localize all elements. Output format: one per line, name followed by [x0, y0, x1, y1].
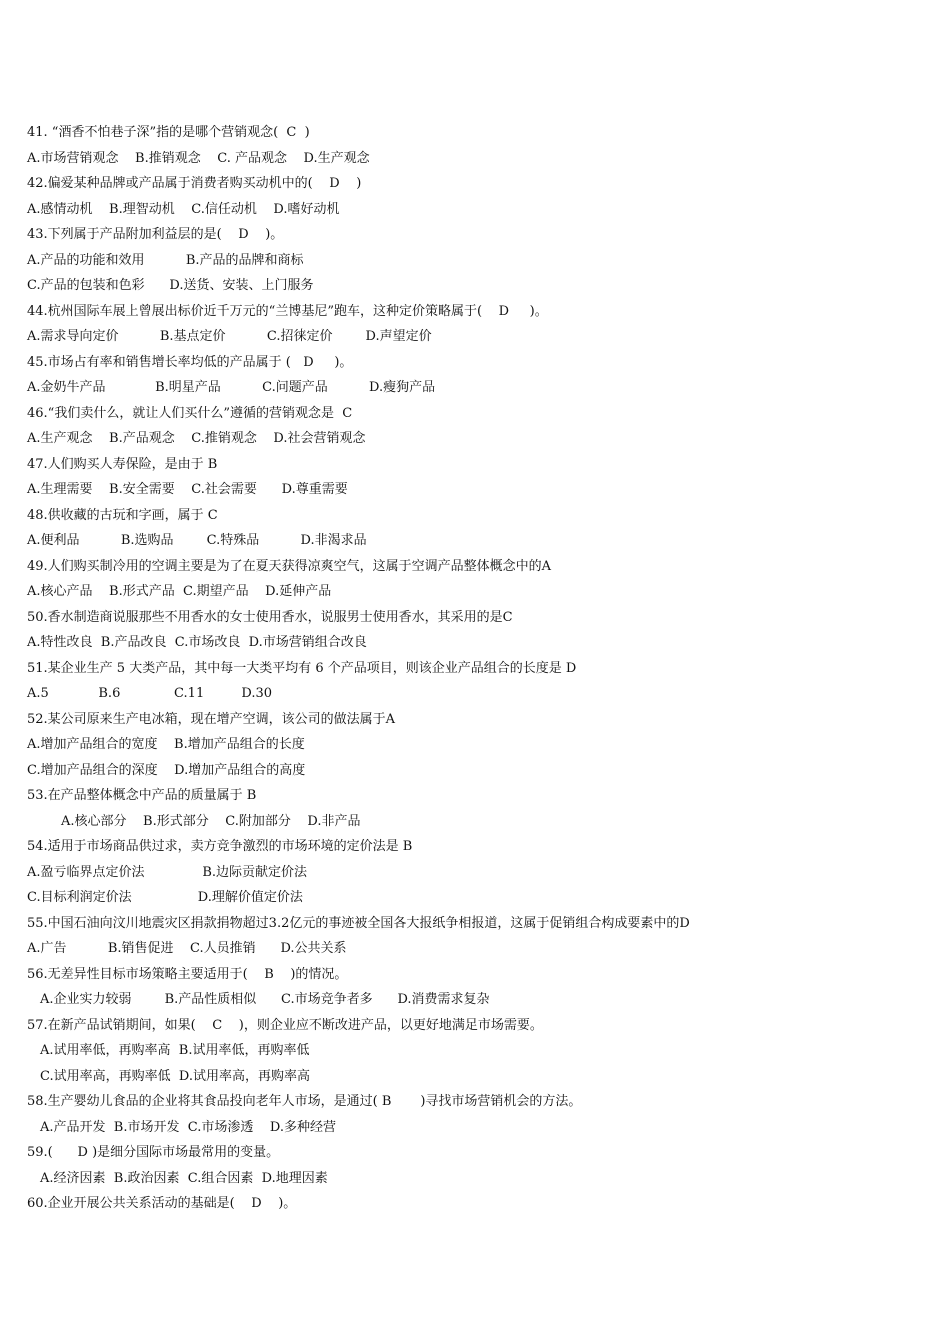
options-58: A.产品开发 B.市场开发 C.市场渗透 D.多种经营	[40, 1119, 336, 1135]
options-52-cd: C.增加产品组合的深度 D.增加产品组合的高度	[27, 762, 306, 778]
options-55: A.广告 B.销售促进 C.人员推销 D.公共关系	[27, 941, 347, 956]
options-59: A.经济因素 B.政治因素 C.组合因素 D.地理因素	[40, 1170, 328, 1186]
question-48: 48.供收藏的古玩和字画，属于 C	[27, 507, 218, 523]
question-45: 45.市场占有率和销售增长率均低的产品属于 ( D )。	[27, 354, 353, 370]
question-47: 47.人们购买人寿保险，是由于 B	[27, 456, 218, 472]
document-body	[27, 120, 927, 1217]
question-44: 44.杭州国际车展上曾展出标价近千万元的“兰博基尼”跑车，这种定价策略属于( D )。	[27, 303, 548, 319]
question-56: 56.无差异性目标市场策略主要适用于( B )的情况。	[27, 966, 348, 982]
options-50: A.特性改良 B.产品改良 C.市场改良 D.市场营销组合改良	[27, 635, 367, 650]
question-54: 54.适用于市场商品供过求，卖方竞争激烈的市场环境的定价法是 B	[27, 839, 413, 854]
options-52-ab: A.增加产品组合的宽度 B.增加产品组合的长度	[27, 737, 305, 752]
options-56: A.企业实力较弱 B.产品性质相似 C.市场竞争者多 D.消费需求复杂	[40, 992, 490, 1007]
options-45: A.金奶牛产品 B.明星产品 C.问题产品 D.瘦狗产品	[27, 380, 436, 395]
question-57: 57.在新产品试销期间，如果( C )，则企业应不断改进产品，以更好地满足市场需要。	[27, 1017, 543, 1033]
options-43-cd: C.产品的包装和色彩 D.送货、安装、上门服务	[27, 278, 314, 293]
question-59: 59.( D )是细分国际市场最常用的变量。	[27, 1145, 280, 1160]
options-44: A.需求导向定价 B.基点定价 C.招徕定价 D.声望定价	[27, 329, 432, 344]
question-46: 46.“我们卖什么，就让人们买什么”遵循的营销观念是 C	[27, 405, 353, 421]
options-43-ab: A.产品的功能和效用 B.产品的品牌和商标	[27, 252, 304, 268]
options-51: A.5 B.6 C.11 D.30	[27, 686, 273, 701]
question-60: 60.企业开展公共关系活动的基础是( D )。	[27, 1196, 297, 1211]
options-46: A.生产观念 B.产品观念 C.推销观念 D.社会营销观念	[27, 431, 366, 446]
question-49: 49.人们购买制冷用的空调主要是为了在夏天获得凉爽空气，这属于空调产品整体概念中的A	[27, 558, 552, 574]
question-53: 53.在产品整体概念中产品的质量属于 B	[27, 788, 257, 803]
question-52: 52.某公司原来生产电冰箱，现在增产空调，该公司的做法属于A	[27, 711, 396, 727]
options-57-ab: A.试用率低，再购率高 B.试用率低，再购率低	[40, 1043, 310, 1058]
options-54-ab: A.盈亏临界点定价法 B.边际贡献定价法	[27, 864, 308, 880]
options-47: A.生理需要 B.安全需要 C.社会需要 D.尊重需要	[27, 482, 348, 497]
question-42: 42.偏爱某种品牌或产品属于消费者购买动机中的( D )	[27, 176, 362, 191]
options-42: A.感情动机 B.理智动机 C.信任动机 D.嗜好动机	[27, 201, 340, 217]
question-58: 58.生产婴幼儿食品的企业将其食品投向老年人市场，是通过( B )寻找市场营销机会的方法。	[27, 1094, 582, 1109]
options-57-cd: C.试用率高，再购率低 D.试用率高，再购率高	[40, 1068, 310, 1084]
question-55: 55.中国石油向汶川地震灾区捐款捐物超过3.2亿元的事迹被全国各大报纸争相报道，这属于促销组合构成要素中的D	[27, 915, 690, 931]
options-49: A.核心产品 B.形式产品 C.期望产品 D.延伸产品	[27, 584, 332, 599]
options-53: A.核心部分 B.形式部分 C.附加部分 D.非产品	[61, 813, 361, 829]
question-51: 51.某企业生产 5 大类产品，其中每一大类平均有 6 个产品项目，则该企业产品组合的长度是 D	[27, 660, 577, 676]
question-43: 43.下列属于产品附加利益层的是( D )。	[27, 227, 284, 242]
options-48: A.便利品 B.选购品 C.特殊品 D.非渴求品	[27, 533, 367, 548]
options-41: A.市场营销观念 B.推销观念 C. 产品观念 D.生产观念	[27, 150, 370, 166]
options-54-cd: C.目标利润定价法 D.理解价值定价法	[27, 890, 303, 905]
question-41: 41. “酒香不怕巷子深”指的是哪个营销观念( C )	[27, 125, 310, 140]
question-50: 50.香水制造商说服那些不用香水的女士使用香水，说服男士使用香水，其采用的是C	[27, 609, 513, 625]
